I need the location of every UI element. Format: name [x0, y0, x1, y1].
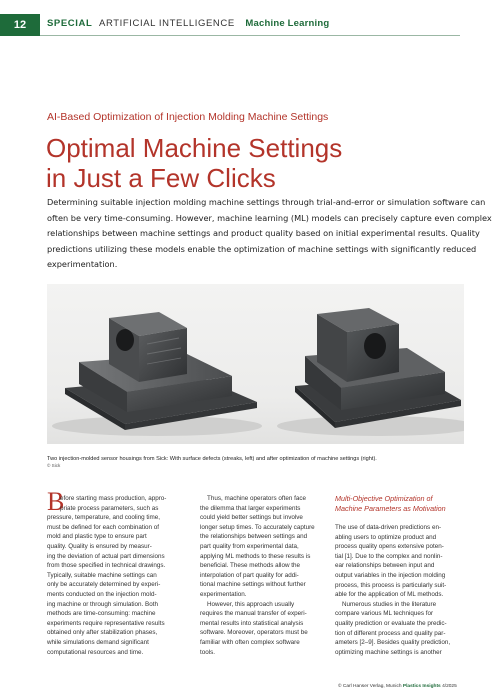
article-lead — [47, 195, 492, 273]
lead-line: Determining suitable injection molding machine settings through trial-and-error or simulation software can — [47, 197, 486, 207]
section-subhead: Multi-Objective Optimization of — [335, 494, 433, 503]
body-line: ing machine or through simulation. Both — [47, 600, 158, 608]
body-line: abling users to optimize product and — [335, 533, 437, 541]
page-footer — [338, 684, 457, 689]
body-line: The use of data-driven predictions en- — [335, 524, 442, 531]
title-line: in Just a Few Clicks — [46, 163, 276, 193]
article-title — [46, 133, 466, 193]
body-line: beneficial. These methods allow the — [200, 562, 300, 570]
header-rule — [40, 35, 460, 36]
body-line: priate process parameters, such as — [60, 504, 159, 512]
body-line: experimentation. — [200, 590, 247, 598]
body-line: However, this approach usually — [207, 600, 295, 608]
figure-caption: Two injection-molded sensor housings from Sick: With surface defects (streaks, left) and after optimization of machine settings (right). — [47, 456, 377, 462]
body-line: software. Moreover, operators must be — [200, 629, 308, 637]
body-line: pressure, temperature, and cooling time, — [47, 514, 161, 522]
body-line: optimizing machine settings is another — [335, 648, 442, 656]
body-line: process, this process is particularly suit- — [335, 581, 447, 589]
body-column-3 — [335, 494, 463, 657]
body-line: tional machine settings without further — [200, 581, 306, 589]
body-line: requires the manual transfer of experi- — [200, 610, 307, 618]
sensor-housings-image — [47, 284, 464, 444]
body-line: able for the application of ML methods. — [335, 591, 444, 599]
body-line: ameters [2–9]. Besides quality prediction, — [335, 639, 451, 647]
body-line: process quality opens extensive poten- — [335, 543, 444, 551]
footer-magazine: Plastics Insights — [402, 684, 441, 689]
body-line: Numerous studies in the literature — [342, 600, 437, 608]
body-line: familiar with often complex software — [200, 638, 300, 646]
body-line: Thus, machine operators often face — [207, 495, 307, 502]
page-header — [0, 0, 500, 40]
body-line: the relationships between settings and — [200, 533, 308, 541]
right-housing — [295, 308, 461, 428]
drop-cap: B — [47, 487, 65, 516]
footer-issue: 4/2025 — [442, 684, 457, 689]
body-line: only be accurately determined by experi- — [47, 581, 161, 589]
body-line: tial [1]. Due to the complex and nonlin- — [335, 552, 443, 560]
body-line: ear relationships between input and — [335, 562, 435, 570]
lead-line: predictions utilizing these models enable the optimization of machine settings with significantly reduced — [47, 243, 477, 254]
section-subhead: Machine Parameters as Motivation — [335, 504, 446, 513]
body-line: ing the deviation of actual part dimensions — [47, 552, 165, 560]
body-line: interpolation of part quality for addi- — [200, 571, 299, 579]
lead-line: relationships between machine settings and product quality based on initial experimental results. Quality — [47, 228, 480, 239]
body-line: methods are time-consuming: machine — [47, 610, 156, 618]
left-housing — [65, 312, 257, 430]
section-topic: ARTIFICIAL INTELLIGENCE — [99, 18, 235, 29]
body-line: experiments require representative results — [47, 619, 165, 627]
body-line: from those specified in technical drawings. — [47, 562, 166, 570]
body-line: tion of different process and quality par- — [335, 629, 446, 637]
body-line: ments conducted on the injection mold- — [47, 590, 157, 598]
section-special: SPECIAL — [47, 18, 93, 29]
body-line: mental results into statistical analysis — [200, 619, 304, 627]
body-line: while simulations demand significant — [47, 638, 149, 646]
body-line: could yield better settings but involve — [200, 514, 303, 522]
body-line: the dilemma that larger experiments — [200, 504, 301, 512]
body-line: quality prediction or evaluate the predic- — [335, 619, 447, 627]
article-photo — [47, 284, 464, 444]
body-column-2 — [200, 494, 328, 657]
body-line: quality. Quality is ensured by measur- — [47, 542, 152, 550]
body-line: tools. — [200, 648, 216, 656]
lead-line: experimentation. — [47, 259, 118, 270]
spacer — [335, 514, 463, 523]
body-line: applying ML methods to these results is — [200, 552, 311, 560]
body-line: obtained only after stabilization phases, — [47, 629, 158, 637]
body-line: efore starting mass production, appro- — [60, 495, 167, 502]
body-line: compare various ML techniques for — [335, 610, 434, 618]
body-line: longer setup times. To accurately capture — [200, 523, 315, 531]
page-number: 12 — [0, 14, 40, 36]
section-label — [47, 18, 329, 29]
body-line: part quality from experimental data, — [200, 542, 299, 550]
body-line: mold and plastic type to ensure part — [47, 533, 147, 541]
body-line: computational resources and time. — [47, 648, 144, 656]
title-line: Optimal Machine Settings — [46, 133, 343, 163]
section-subtopic: Machine Learning — [245, 18, 330, 29]
footer-publisher: © Carl Hanser Verlag, Munich — [338, 684, 402, 689]
body-column-1 — [47, 494, 182, 657]
lead-line: often be very time-consuming. However, machine learning (ML) models can precisely capture even complex — [47, 212, 492, 223]
article-kicker: AI-Based Optimization of Injection Molding Machine Settings — [47, 111, 329, 123]
body-line: output variables in the injection molding — [335, 571, 446, 579]
body-line: must be defined for each combination of — [47, 523, 160, 531]
figure-credit: © Sick — [47, 463, 61, 468]
body-line: Typically, suitable machine settings can — [47, 571, 157, 579]
